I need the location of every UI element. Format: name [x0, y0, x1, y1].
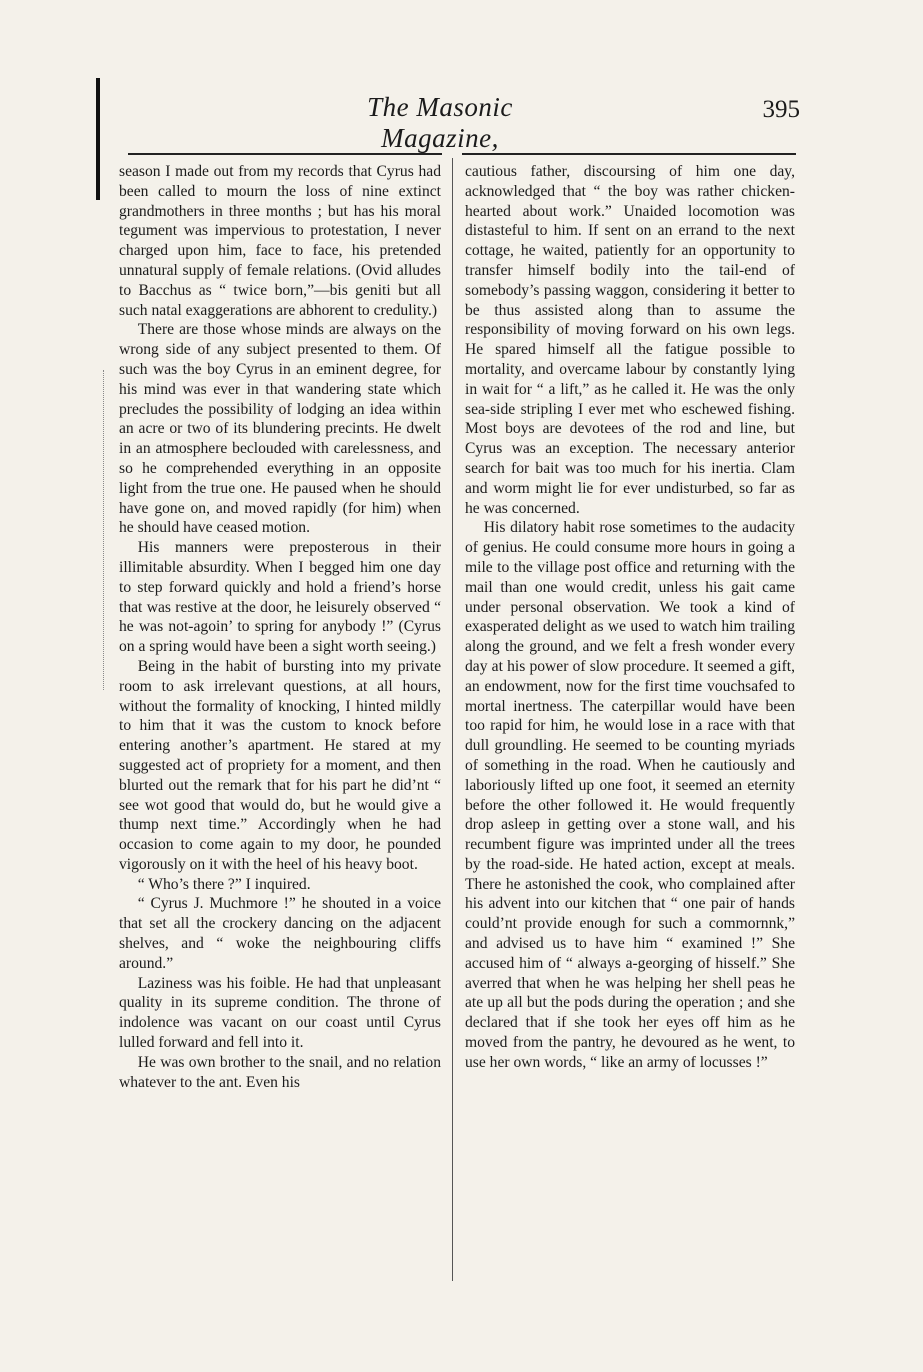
- running-header-title: The Masonic Magazine,: [367, 92, 513, 153]
- page-edge-specks: [103, 370, 106, 690]
- paragraph: His manners were preposterous in their illimitable absurdity. When I begged him one day to step forward quickly and hold a friend’s horse that was restive at the door, he leisurely observed “ he was not-agoin’ to spring for anybody !” (Cyrus on a spring would have been a sight worth seeing.): [119, 539, 441, 656]
- paragraph: “ Cyrus J. Muchmore !” he shouted in a voice that set all the crockery dancing on the adjacent shelves, and “ woke the neighbouring cliffs around.”: [119, 895, 441, 972]
- paragraph: His dilatory habit rose sometimes to the audacity of genius. He could consume more hours in going a mile to the village post office and returning with the mail than one would credit, unless his gait came under personal observation. We took a kind of exasperated delight as we used to watch him trailing along the ground, and we felt a fresh wonder every day at his power of slow procedure. It seemed a gift, an endowment, now for the first time vouchsafed to mortal inertness. The caterpillar would have been too rapid for him, he would lose in a race with that dull groundling. He seemed to be counting myriads of something in the road. When he cautiously and laboriously lifted up one foot, it seemed an eternity before the other followed it. He would frequently drop asleep in getting over a stone wall, and his recumbent figure was imprinted under all the trees by the road-side. He hated action, except at meals. There he astonished the cook, who complained after his advent into our kitchen that “ one pair of hands could’nt provide enough for such a commornnk,” and advised us to have him “ examined !” She accused him of “ always a-georging of hisself.” She averred that when he was helping her shell peas he ate up all but the pods during the operation ; and she declared that if she took her eyes off him as he moved from the pantry, he devoured as he went, to use her own words, “ like an army of locusses !”: [465, 519, 795, 1071]
- paragraph: Being in the habit of bursting into my private room to ask irrelevant questions, at all hours, without the formality of knocking, I hinted mildly to him that it was the custom to knock before entering another’s apartment. He stared at my suggested act of propriety for a moment, and then blurted out the remark that for his part he did’nt “ see wot good that would do, but he would give a thump next time.” Accordingly when he had occasion to come again to my door, he pounded vigorously on it with the heel of his heavy boot.: [119, 657, 441, 873]
- right-column: [465, 162, 795, 1073]
- paragraph: He was own brother to the snail, and no relation whatever to the ant. Even his: [119, 1053, 441, 1091]
- header-rule-left: [128, 153, 442, 155]
- paragraph: season I made out from my records that Cyrus had been called to mourn the loss of nine extinct grandmothers in three months ; but has his moral tegument was impervious to protestation, I never charged upon him, face to face, his pretended unnatural supply of female relations. (Ovid alludes to Bacchus as “ twice born,”—bis geniti but all such natal exaggerations are abhorent to credulity.): [119, 163, 441, 319]
- left-column: [119, 162, 441, 1092]
- paragraph: Laziness was his foible. He had that unpleasant quality in its supreme condition. The throne of indolence was vacant on our coast until Cyrus lulled forward and fell into it.: [119, 974, 441, 1052]
- margin-mark: [96, 78, 100, 200]
- paragraph: “ Who’s there ?” I inquired.: [137, 875, 311, 893]
- paragraph: There are those whose minds are always on the wrong side of any subject presented to them. Of such was the boy Cyrus in an eminent degree, for his mind was ever in that wandering state which precludes the possibility of lodging an idea within an acre or two of its blundering precints. He dwelt in an atmosphere beclouded with carelessness, and so he comprehended everything in an opposite light from the true one. He paused when he should have gone on, and moved rapidly (for him) when he should have ceased motion.: [119, 321, 441, 537]
- page-number: 395: [762, 96, 800, 123]
- paragraph: cautious father, discoursing of him one day, acknowledged that “ the boy was rather chicken-hearted about work.” Unaided locomotion was distasteful to him. If sent on an errand to the next cottage, he waited, patiently for an opportunity to transfer himself bodily into the tail-end of somebody’s passing waggon, considering it better to be thus assisted along than to assume the responsibility of moving forward on his own legs. He spared himself all the fatigue possible to mortality, and overcame labour by constantly lying in wait for “ a lift,” as he called it. He was the only sea-side stripling I ever met who eschewed fishing. Most boys are devotees of the rod and line, but Cyrus was an exception. The necessary anterior search for bait was too much for his inertia. Clam and worm might lie for ever undisturbed, so far as he was concerned.: [465, 163, 795, 517]
- header-rule-right: [462, 153, 796, 155]
- column-divider: [452, 158, 453, 1281]
